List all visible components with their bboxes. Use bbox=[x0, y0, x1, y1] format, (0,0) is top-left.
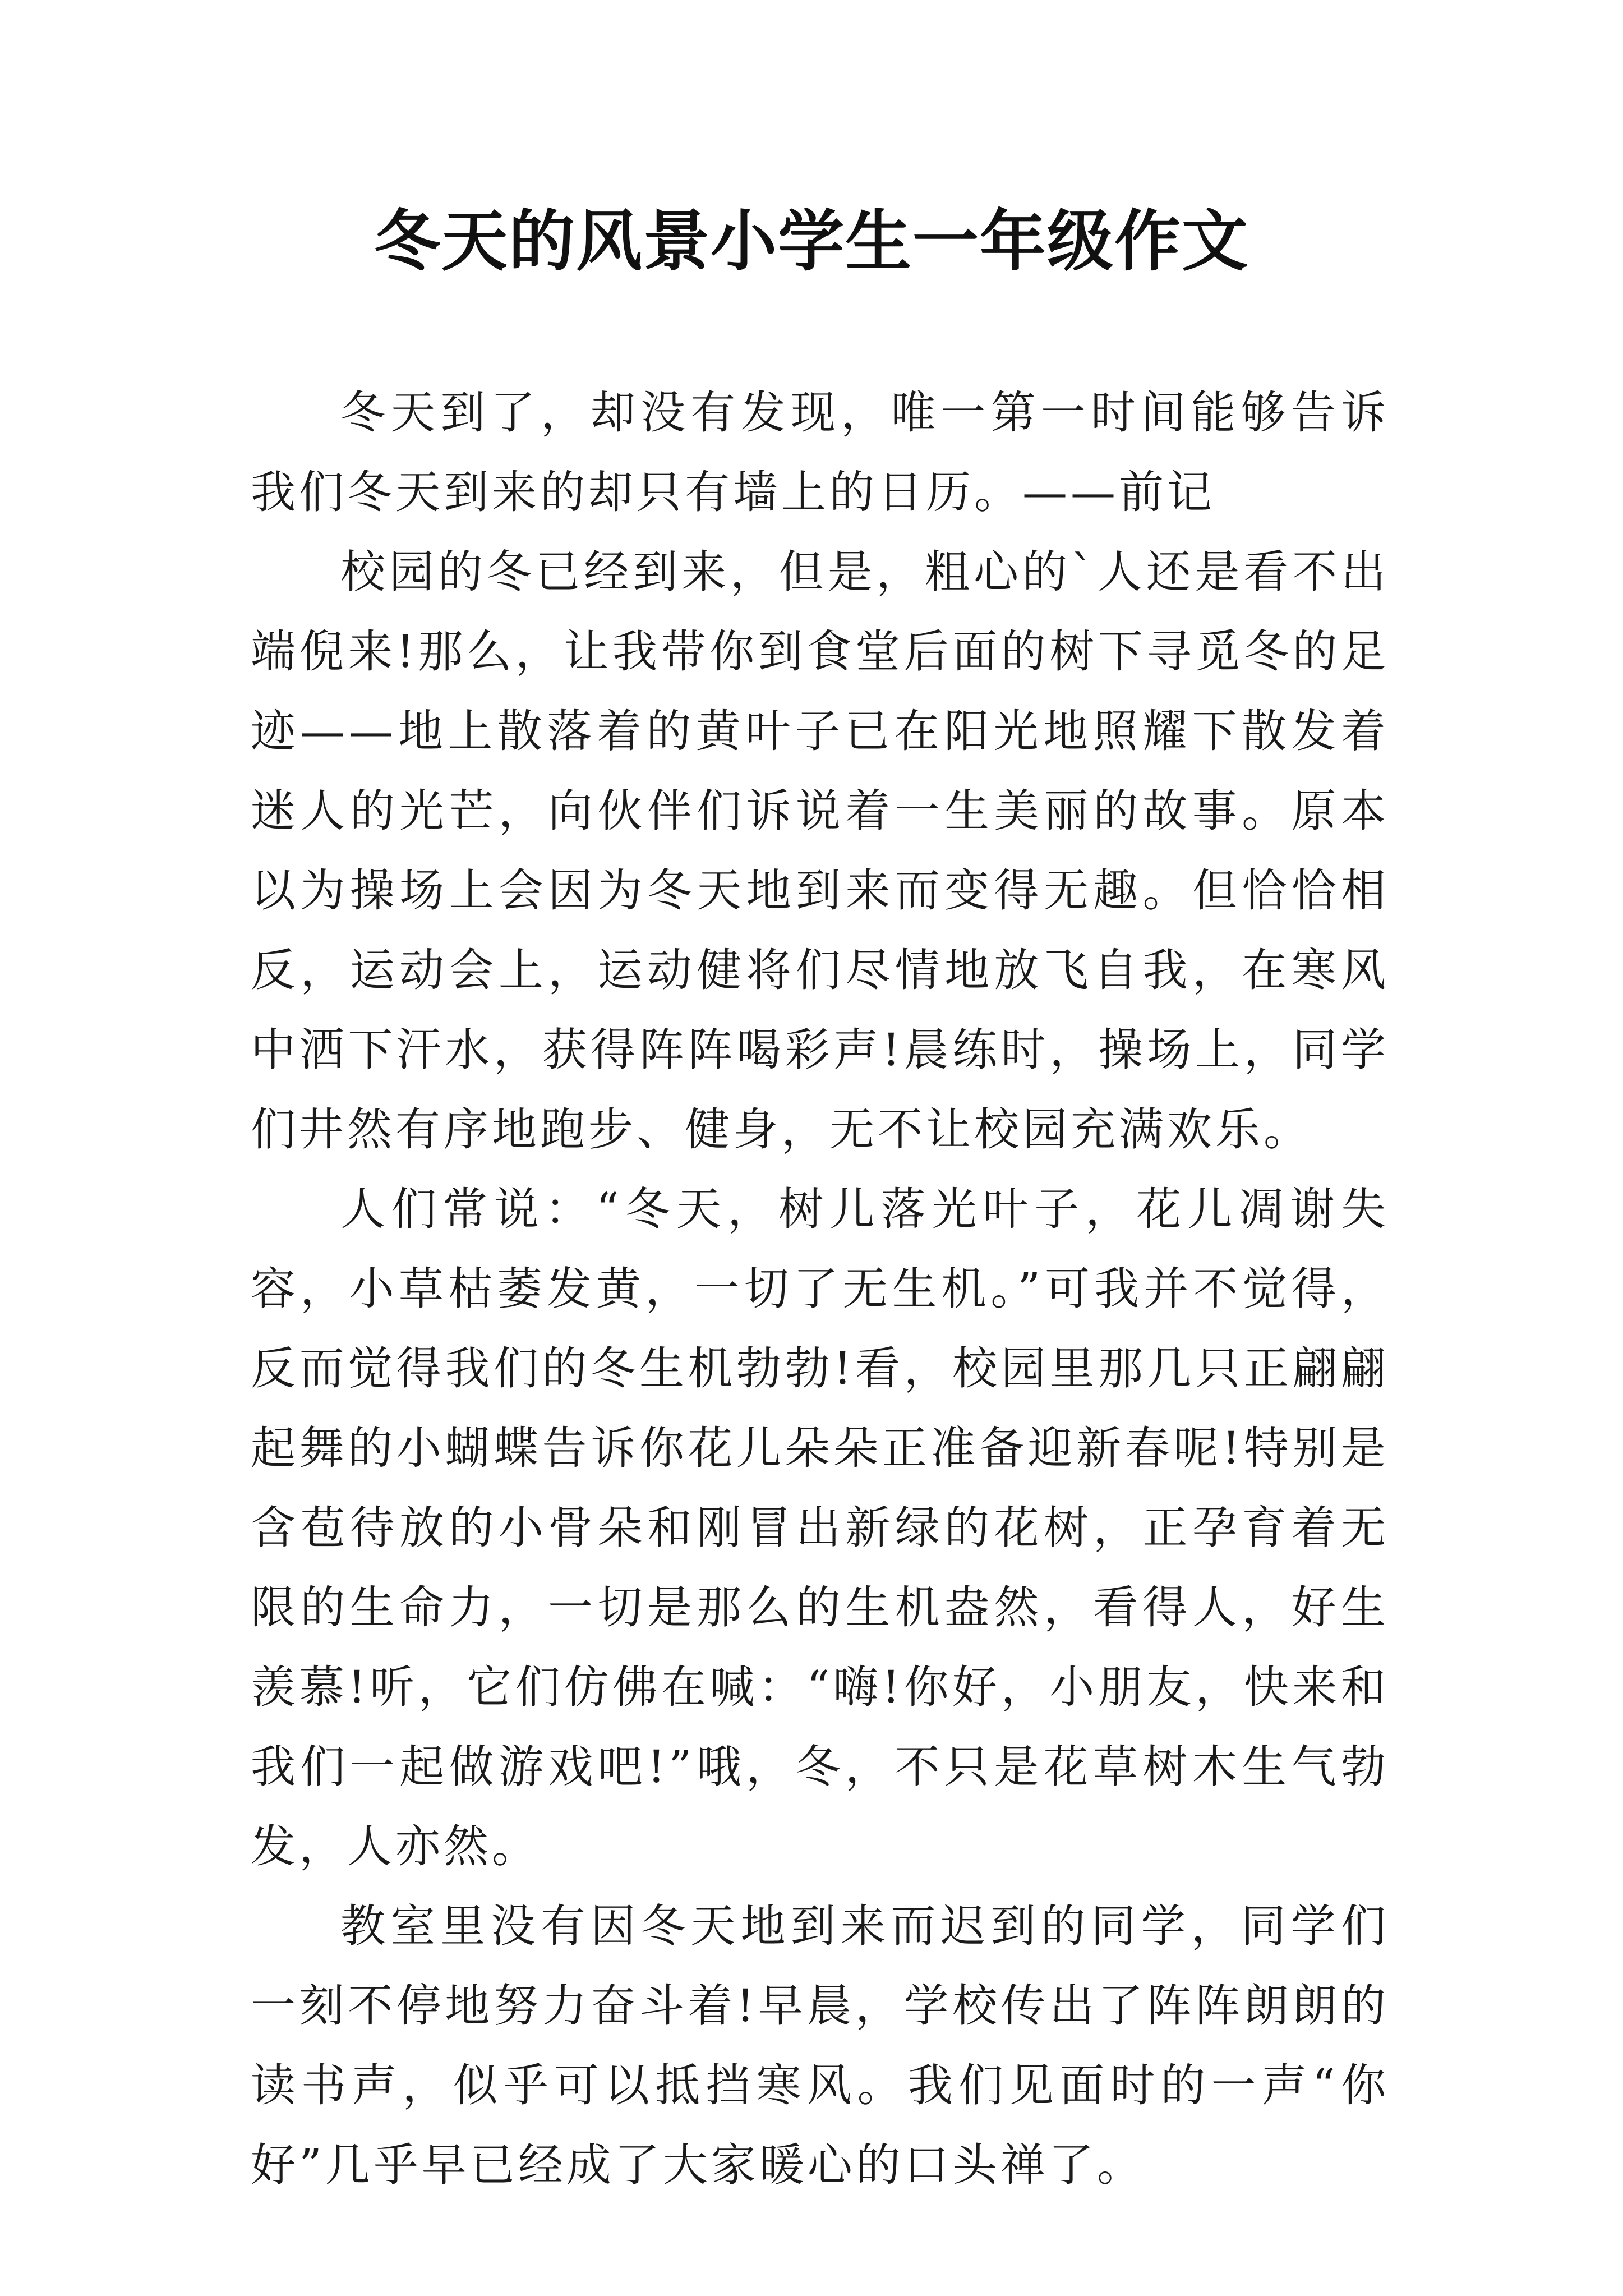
paragraph-classroom: 教室里没有因冬天地到来而迟到的同学，同学们一刻不停地努力奋斗着!早晨，学校传出了阵阵朗朗的读书声，似乎可以抵挡寒风。我们见面时的一声“你好”几乎早已经成了大家暖心的口头禅了。 bbox=[251, 1900, 1389, 2191]
document-title: 冬天的风景小学生一年级作文 bbox=[374, 202, 1249, 280]
document-body bbox=[251, 373, 1389, 2205]
paragraph-campus-winter: 校园的冬已经到来，但是，粗心的`人还是看不出端倪来!那么，让我带你到食堂后面的树下寻觅冬的足迹——地上散落着的黄叶子已在阳光地照耀下散发着迷人的光芒，向伙伴们诉说着一生美丽的故事。原本以为操场上会因为冬天地到来而变得无趣。但恰恰相反，运动会上，运动健将们尽情地放飞自我，在寒风中洒下汗水，获得阵阵喝彩声!晨练时，操场上，同学们井然有序地跑步、健身，无不让校园充满欢乐。 bbox=[251, 546, 1389, 1156]
paragraph-foreword: 冬天到了，却没有发现，唯一第一时间能够告诉我们冬天到来的却只有墙上的日历。——前记 bbox=[251, 386, 1389, 518]
paragraph-vitality: 人们常说：“冬天，树儿落光叶子，花儿凋谢失容，小草枯萎发黄，一切了无生机。”可我并不觉得，反而觉得我们的冬生机勃勃!看，校园里那几只正翩翩起舞的小蝴蝶告诉你花儿朵朵正准备迎新春呢!特别是含苞待放的小骨朵和刚冒出新绿的花树，正孕育着无限的生命力，一切是那么的生机盎然，看得人，好生羡慕!听，它们仿佛在喊：“嗨!你好，小朋友，快来和我们一起做游戏吧!”哦，冬，不只是花草树木生气勃发，人亦然。 bbox=[251, 1183, 1389, 1872]
